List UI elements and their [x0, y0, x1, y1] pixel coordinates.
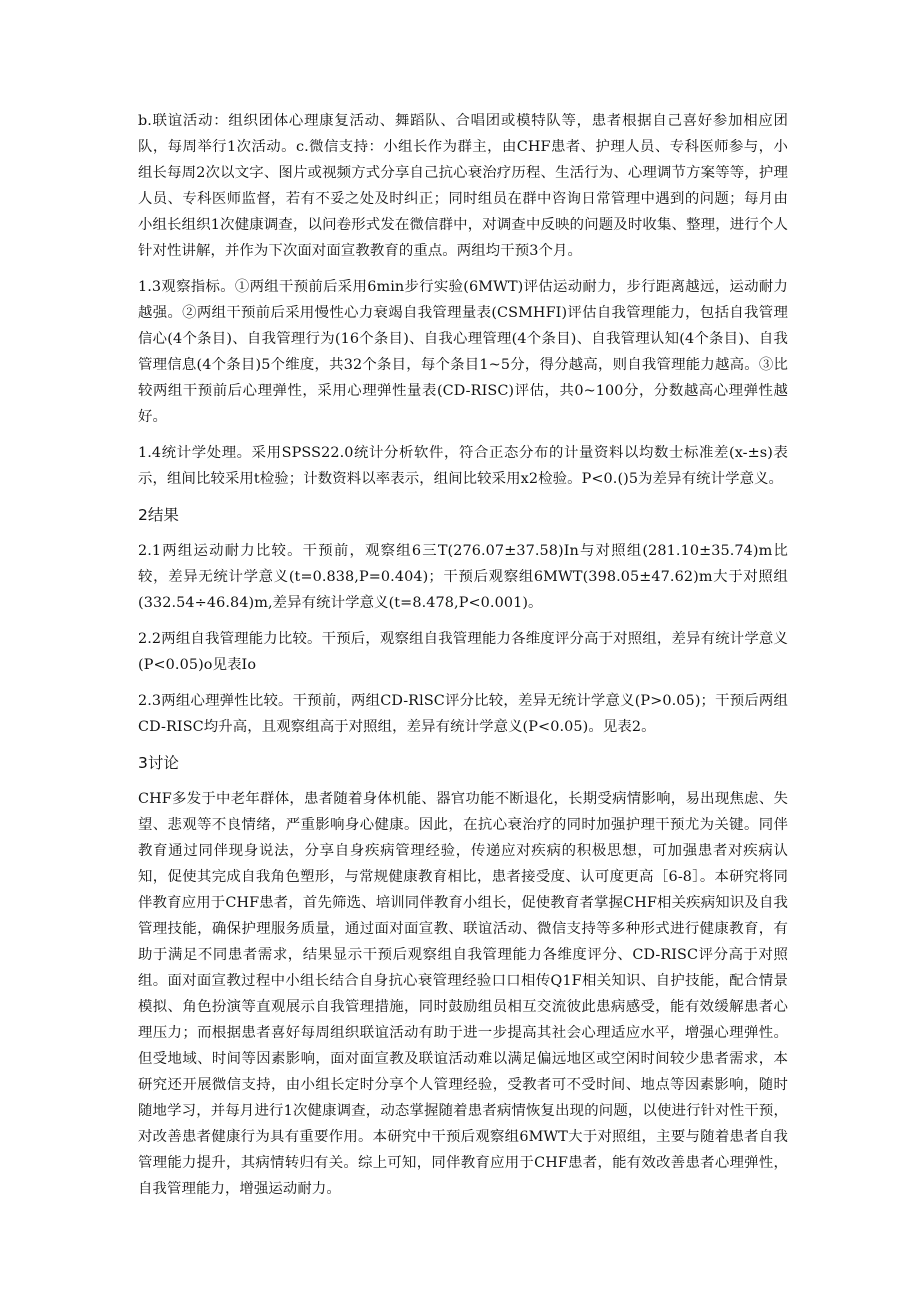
paragraph-exercise-endurance: 2.1两组运动耐力比较。干预前，观察组6三T(276.07±37.58)In与对照组(281.10±35.74)m比较，差异无统计学意义(t=0.838,P=0.404)；干预后观察组6MWT(398.05±47.62)m大于对照组(332.54÷46.84)m,差异有统计学意义(t=8.478,P<0.001)。: [138, 543, 788, 611]
paragraph-discussion: CHF多发于中老年群体，患者随着身体机能、器官功能不断退化，长期受病情影响，易出现焦虑、失望、悲观等不良情绪，严重影响身心健康。因此，在抗心衰治疗的同时加强护理干预尤为关键。同伴教育通过同伴现身说法，分享自身疾病管理经验，传递应对疾病的积极思想，可加强患者对疾病认知，促使其完成自我角色塑形，与常规健康教育相比，患者接受度、认可度更高［6-8］。本研究将同伴教育应用于CHF患者，首先筛选、培训同伴教育小组长，促使教育者掌握CHF相关疾病知识及自我管理技能，确保护理服务质量，通过面对面宣教、联谊活动、微信支持等多种形式进行健康教育，有助于满足不同患者需求，结果显示干预后观察组自我管理能力各维度评分、CD-RISC评分高于对照组。面对面宣教过程中小组长结合自身抗心衰管理经验口口相传Q1F相关知识、自护技能，配合情景模拟、角色扮演等直观展示自我管理措施，同时鼓励组员相互交流彼此患病感受，能有效缓解患者心理压力；而根据患者喜好每周组织联谊活动有助于进一步提高其社会心理适应水平，增强心理弹性。但受地域、时间等因素影响，面对面宣教及联谊活动难以满足偏远地区或空闲时间较少患者需求，本研究还开展微信支持，由小组长定时分享个人管理经验，受教者可不受时间、地点等因素影响，随时随地学习，并每月进行1次健康调查，动态掌握随着患者病情恢复出现的问题，以使进行针对性干预，对改善患者健康行为具有重要作用。本研究中干预后观察组6MWT大于对照组，主要与随着患者自我管理能力提升，其病情转归有关。综上可知，同伴教育应用于CHF患者，能有效改善患者心理弹性，自我管理能力，增强运动耐力。: [138, 791, 788, 1197]
paragraph-self-management: 2.2两组自我管理能力比较。干预后，观察组自我管理能力各维度评分高于对照组，差异有统计学意义(P<0.05)o见表Io: [138, 631, 788, 673]
paragraph-activities: b.联谊活动：组织团体心理康复活动、舞蹈队、合唱团或模特队等，患者根据自己喜好参加相应团队，每周举行1次活动。c.微信支持：小组长作为群主，由CHF患者、护理人员、专科医师参与，小组长每周2次以文字、图片或视频方式分享自己抗心衰治疗历程、生活行为、心理调节方案等等，护理人员、专科医师监督，若有不妥之处及时纠正；同时组员在群中咨询日常管理中遇到的问题；每月由小组长组织1次健康调查，以问卷形式发在微信群中，对调查中反映的问题及时收集、整理，进行个人针对性讲解，并作为下次面对面宣教教育的重点。两组均干预3个月。: [138, 113, 788, 259]
paragraph-resilience: 2.3两组心理弹性比较。干预前，两组CD-RlSC评分比较，差异无统计学意义(P>0.05)；干预后两组CD-RISC均升高，且观察组高于对照组，差异有统计学意义(P<0.05)。见表2。: [138, 693, 788, 735]
heading-discussion: 3讨论: [138, 754, 179, 772]
paragraph-statistics: 1.4统计学处理。采用SPSS22.0统计分析软件，符合正态分布的计量资料以均数士标准差(x-±s)表示，组间比较采用t检验；计数资料以率表示，组间比较采用x2检验。P<0.()5为差异有统计学意义。: [138, 445, 788, 487]
document-page: [138, 108, 788, 1212]
heading-results: 2结果: [138, 506, 179, 524]
paragraph-observation-indicators: 1.3观察指标。①两组干预前后采用6min步行实验(6MWT)评估运动耐力，步行距离越远，运动耐力越强。②两组干预前后采用慢性心力衰竭自我管理量表(CSMHFI)评估自我管理能力，包括自我管理信心(4个条目)、自我管理行为(16个条目)、自我心理管理(4个条目)、自我管理认知(4个条目)、自我管理信息(4个条目)5个维度，共32个条目，每个条目1~5分，得分越高，则自我管理能力越高。③比较两组干预前后心理弹性，采用心理弹性量表(CD-RISC)评估，共0~100分，分数越高心理弹性越好。: [138, 279, 788, 425]
